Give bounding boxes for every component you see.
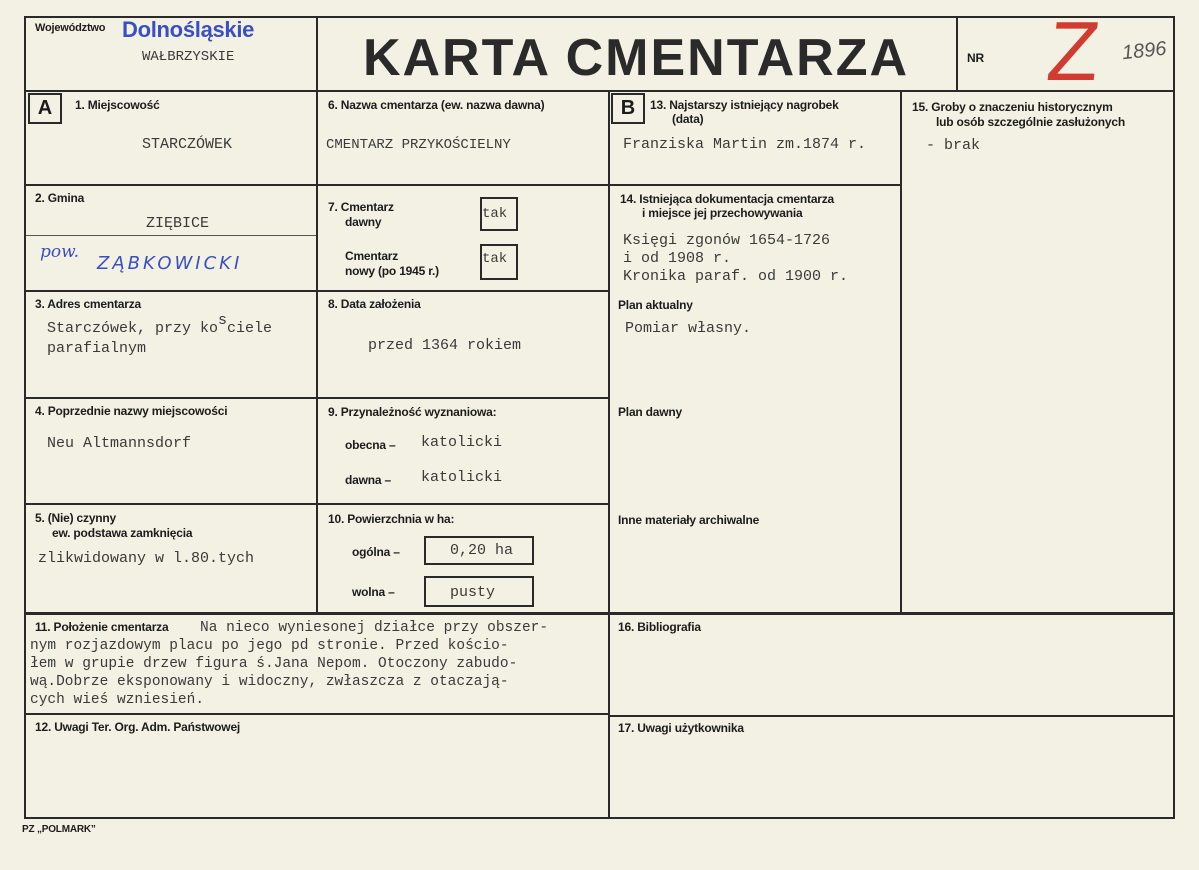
- field-10-label: 10. Powierzchnia w ha:: [328, 512, 455, 526]
- field-14-line1: Księgi zgonów 1654-1726: [623, 232, 831, 249]
- field-3-sup: s: [218, 312, 228, 329]
- field-3-text-a: Starczówek, przy ko: [47, 320, 219, 337]
- field-9-obecna-value: katolicki: [421, 434, 503, 451]
- field-4-label: 4. Poprzednie nazwy miejscowości: [35, 404, 228, 418]
- field-2-powiat-handwritten: ZĄBKOWICKI: [97, 253, 243, 274]
- field-7-nowy-2: nowy (po 1945 r.): [345, 264, 439, 278]
- field-11-line5: cych wieś wzniesień.: [30, 692, 205, 708]
- field-13-value: Franziska Martin zm.1874 r.: [623, 136, 867, 153]
- field-10-ogolna-box: [424, 536, 534, 565]
- field-14-label: 14. Istniejąca dokumentacja cmentarza: [620, 192, 835, 206]
- field-5-value: zlikwidowany w l.80.tych: [38, 550, 255, 567]
- field-9-dawna-value: katolicki: [421, 469, 503, 486]
- field-6-label: 6. Nazwa cmentarza (ew. nazwa dawna): [328, 98, 545, 112]
- field-4-value: Neu Altmannsdorf: [47, 435, 192, 452]
- field-17-label: 17. Uwagi użytkownika: [618, 721, 744, 735]
- field-14-line3: Kronika paraf. od 1900 r.: [623, 268, 849, 285]
- field-3-text-b: ciele: [227, 320, 273, 337]
- section-b-marker: B: [611, 93, 645, 124]
- field-11-line1: Na nieco wyniesonej działce przy obszer-: [200, 620, 549, 636]
- page-title: KARTA CMENTARZA: [362, 29, 910, 87]
- field-11-line2: nym rozjazdowym placu po jego pd stronie. Przed kościo-: [30, 638, 509, 654]
- field-12-label: 12. Uwagi Ter. Org. Adm. Państwowej: [35, 720, 241, 734]
- nr-letter: Z: [1043, 4, 1105, 98]
- plan-aktualny-value: Pomiar własny.: [625, 320, 752, 337]
- field-16-label: 16. Bibliografia: [618, 620, 701, 634]
- printer-imprint: PZ „POLMARK”: [22, 824, 96, 835]
- field-11-line4: wą.Dobrze eksponowany i widoczny, zwłaszcza z otaczają-: [30, 674, 509, 690]
- field-10-wolna: wolna –: [352, 585, 395, 599]
- field-9-obecna: obecna –: [345, 438, 396, 452]
- nr-label: NR: [967, 51, 984, 65]
- voivodeship-stamp: Dolnośląskie: [122, 17, 255, 42]
- field-8-label: 8. Data założenia: [328, 297, 421, 311]
- field-11-label: 11. Położenie cmentarza: [35, 620, 169, 634]
- field-8-value: przed 1364 rokiem: [368, 337, 522, 354]
- field-7-dawny-value: tak: [482, 206, 508, 222]
- inne-materialy-label: Inne materiały archiwalne: [618, 513, 760, 527]
- field-5-label: 5. (Nie) czynny: [35, 511, 117, 525]
- field-10-wolna-box: [424, 576, 534, 607]
- field-10-ogolna: ogólna –: [352, 545, 400, 559]
- field-2-value: ZIĘBICE: [146, 215, 210, 232]
- field-3-label: 3. Adres cmentarza: [35, 297, 142, 311]
- field-7-nowy-1: Cmentarz: [345, 249, 399, 263]
- field-7-dawny: dawny: [345, 215, 382, 229]
- field-9-dawna: dawna –: [345, 473, 391, 487]
- field-1-value: STARCZÓWEK: [142, 136, 233, 153]
- field-10-wolna-value: pusty: [450, 584, 496, 601]
- field-2-pow-handwritten: pow.: [40, 242, 80, 262]
- field-13-label: 13. Najstarszy istniejący nagrobek: [650, 98, 839, 112]
- plan-aktualny-label: Plan aktualny: [618, 298, 693, 312]
- field-3-value-line2: parafialnym: [47, 340, 147, 357]
- field-1-label: 1. Miejscowość: [75, 98, 160, 112]
- field-7-dawny-box: [480, 197, 518, 231]
- field-3-value-line1: [47, 312, 273, 338]
- field-15-label-2: lub osób szczególnie zasłużonych: [936, 115, 1125, 129]
- field-13-label-2: (data): [672, 112, 704, 126]
- field-7-label: 7. Cmentarz: [328, 200, 394, 214]
- field-14-label-2: i miejsce jej przechowywania: [642, 206, 803, 220]
- wojewodztwo-label: Województwo: [35, 22, 106, 34]
- field-7-nowy-box: [480, 244, 518, 280]
- field-5-label-2: ew. podstawa zamknięcia: [52, 526, 193, 540]
- field-15-label: 15. Groby o znaczeniu historycznym: [912, 100, 1113, 114]
- field-10-ogolna-value: 0,20 ha: [450, 542, 514, 559]
- field-11-line3: łem w grupie drzew figura ś.Jana Nepom. Otoczony zabudo-: [30, 656, 518, 672]
- section-a-marker: A: [28, 93, 62, 124]
- voivodeship-typed: WAŁBRZYSKIE: [142, 49, 235, 65]
- field-2-label: 2. Gmina: [35, 191, 85, 205]
- field-9-label: 9. Przynależność wyznaniowa:: [328, 405, 497, 419]
- field-7-nowy-value: tak: [482, 251, 508, 267]
- plan-dawny-label: Plan dawny: [618, 405, 683, 419]
- field-15-value: - brak: [926, 137, 981, 154]
- field-6-value: CMENTARZ PRZYKOŚCIELNY: [326, 137, 511, 153]
- field-14-line2: i od 1908 r.: [623, 250, 732, 267]
- nr-number: 1896: [1120, 37, 1168, 65]
